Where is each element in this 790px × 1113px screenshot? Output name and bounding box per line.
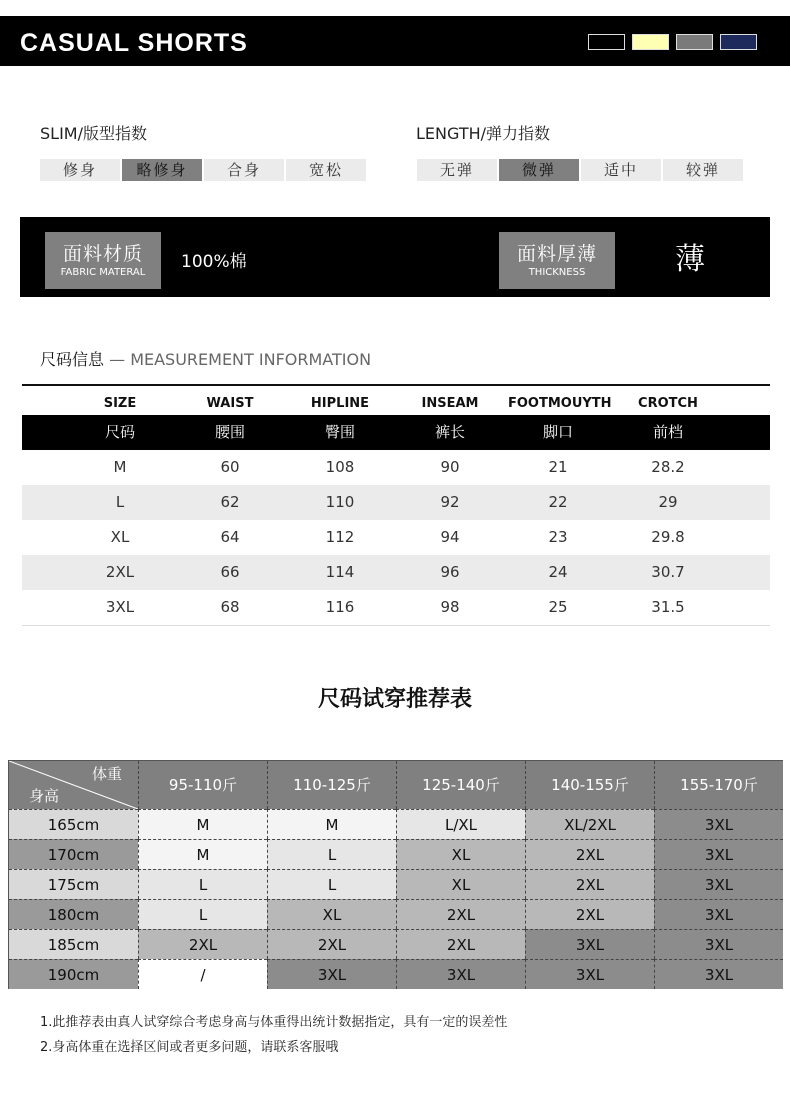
- size-cell: XL/2XL: [525, 809, 654, 839]
- height-label: 185cm: [9, 929, 138, 959]
- size-cell: L: [267, 869, 396, 899]
- size-cell: M: [267, 809, 396, 839]
- table-row: [22, 590, 770, 625]
- table-cell: 114: [325, 563, 355, 581]
- measurement-title-cn: 尺码信息: [40, 350, 105, 369]
- size-cell: 2XL: [396, 899, 525, 929]
- size-cell: 2XL: [525, 869, 654, 899]
- size-cell: 3XL: [654, 839, 783, 869]
- corner-weight-label: 体重: [91, 765, 122, 783]
- size-cell: L: [138, 899, 267, 929]
- table-row: [22, 520, 770, 555]
- corner-height-label: 身高: [29, 787, 60, 805]
- slim-option: 修身: [40, 159, 120, 181]
- table-cell: 28.2: [651, 458, 685, 476]
- size-cell: 3XL: [654, 869, 783, 899]
- table-cell: 24: [548, 563, 568, 581]
- thickness-cn: 面料厚薄: [516, 243, 597, 265]
- note-line: 1.此推荐表由真人试穿综合考虑身高与体重得出统计数据指定，具有一定的误差性: [40, 1015, 508, 1030]
- weight-header: 110-125斤: [267, 761, 396, 809]
- size-cell: 3XL: [654, 899, 783, 929]
- table-cell: L: [115, 493, 125, 511]
- size-cell: XL: [396, 869, 525, 899]
- column-header: 尺码: [104, 423, 135, 441]
- fabric-material-cn: 面料材质: [62, 243, 143, 265]
- table-cell: 96: [440, 563, 460, 581]
- color-swatch-navy[interactable]: [720, 34, 757, 50]
- table-cell: 31.5: [651, 598, 685, 616]
- column-header: INSEAM: [421, 396, 479, 411]
- measurement-title-en: — MEASUREMENT INFORMATION: [104, 350, 372, 369]
- column-header: 脚口: [542, 423, 573, 441]
- column-header: WAIST: [206, 396, 254, 411]
- measurement-header-cn: [22, 415, 770, 450]
- note-line: 2.身高体重在选择区间或者更多问题，请联系客服哦: [40, 1040, 339, 1055]
- thickness-value: 薄: [675, 242, 705, 277]
- size-cell: 3XL: [654, 929, 783, 959]
- slim-index-title: SLIM/版型指数: [40, 124, 147, 143]
- header-bar: [0, 16, 790, 66]
- table-cell: 2XL: [105, 563, 135, 581]
- weight-header: 140-155斤: [525, 761, 654, 809]
- fabric-material-en: FABRIC MATERAL: [60, 267, 146, 278]
- recommend-corner-cell: [9, 761, 138, 809]
- table-cell: 29: [658, 493, 678, 511]
- size-cell: 2XL: [525, 899, 654, 929]
- table-cell: 110: [325, 493, 355, 511]
- length-index-title: LENGTH/弹力指数: [416, 124, 551, 143]
- size-cell: 2XL: [396, 929, 525, 959]
- height-label: 180cm: [9, 899, 138, 929]
- column-header: SIZE: [103, 396, 137, 411]
- thickness-en: THICKNESS: [528, 267, 586, 278]
- table-cell: 108: [325, 458, 355, 476]
- column-header: CROTCH: [638, 396, 698, 411]
- size-cell: 3XL: [654, 809, 783, 839]
- size-cell: XL: [267, 899, 396, 929]
- size-cell: 2XL: [267, 929, 396, 959]
- fabric-material-value: 100%棉: [181, 252, 247, 272]
- table-row: [22, 555, 770, 590]
- table-cell: 25: [548, 598, 568, 616]
- table-cell: XL: [110, 528, 130, 546]
- length-option: 无弹: [417, 159, 497, 181]
- column-header: 前档: [652, 423, 683, 441]
- thickness-label: [499, 232, 615, 289]
- column-header: 腰围: [214, 423, 245, 441]
- table-cell: 23: [548, 528, 568, 546]
- size-cell: 3XL: [525, 959, 654, 989]
- length-option: 微弹: [499, 159, 579, 181]
- size-cell: L: [267, 839, 396, 869]
- recommend-table: [8, 760, 783, 989]
- slim-option: 宽松: [286, 159, 366, 181]
- fabric-info-bar: [20, 217, 770, 297]
- size-cell: 2XL: [138, 929, 267, 959]
- table-row: [22, 485, 770, 520]
- measurement-bottom-rule: [22, 625, 770, 626]
- size-cell: M: [138, 809, 267, 839]
- column-header: FOOTMOUYTH: [508, 396, 612, 411]
- column-header: 裤长: [434, 423, 465, 441]
- table-row: [22, 450, 770, 485]
- size-cell: 2XL: [525, 839, 654, 869]
- height-label: 175cm: [9, 869, 138, 899]
- table-cell: 92: [440, 493, 460, 511]
- size-cell: /: [138, 959, 267, 989]
- table-cell: 29.8: [651, 528, 685, 546]
- table-cell: 68: [220, 598, 240, 616]
- table-cell: 60: [220, 458, 240, 476]
- size-cell: L: [138, 869, 267, 899]
- size-cell: XL: [396, 839, 525, 869]
- table-cell: 64: [220, 528, 240, 546]
- measurement-header-en: [22, 394, 770, 414]
- height-label: 170cm: [9, 839, 138, 869]
- size-cell: 3XL: [654, 959, 783, 989]
- size-cell: 3XL: [525, 929, 654, 959]
- table-cell: 94: [440, 528, 460, 546]
- column-header: HIPLINE: [310, 396, 370, 411]
- slim-option: 合身: [204, 159, 284, 181]
- table-cell: 98: [440, 598, 460, 616]
- color-swatch-gray[interactable]: [676, 34, 713, 50]
- table-cell: 112: [325, 528, 355, 546]
- color-swatch-black[interactable]: [588, 34, 625, 50]
- measurement-divider: [22, 384, 770, 386]
- weight-header: 155-170斤: [654, 761, 783, 809]
- size-cell: L/XL: [396, 809, 525, 839]
- table-cell: 30.7: [651, 563, 685, 581]
- weight-header: 95-110斤: [138, 761, 267, 809]
- table-cell: M: [113, 458, 127, 476]
- height-label: 190cm: [9, 959, 138, 989]
- column-header: 臀围: [324, 423, 355, 441]
- size-cell: 3XL: [396, 959, 525, 989]
- table-cell: 21: [548, 458, 568, 476]
- size-cell: M: [138, 839, 267, 869]
- measurement-title: [40, 350, 371, 370]
- table-cell: 3XL: [105, 598, 135, 616]
- product-title: CASUAL SHORTS: [20, 29, 248, 57]
- length-option: 较弹: [663, 159, 743, 181]
- weight-header: 125-140斤: [396, 761, 525, 809]
- slim-option: 略修身: [122, 159, 202, 181]
- table-cell: 90: [440, 458, 460, 476]
- length-option: 适中: [581, 159, 661, 181]
- fabric-material-label: [45, 232, 161, 289]
- table-cell: 116: [325, 598, 355, 616]
- table-cell: 62: [220, 493, 240, 511]
- size-cell: 3XL: [267, 959, 396, 989]
- recommend-title: 尺码试穿推荐表: [317, 687, 472, 712]
- height-label: 165cm: [9, 809, 138, 839]
- color-swatch-yellow[interactable]: [632, 34, 669, 50]
- table-cell: 22: [548, 493, 568, 511]
- table-cell: 66: [220, 563, 240, 581]
